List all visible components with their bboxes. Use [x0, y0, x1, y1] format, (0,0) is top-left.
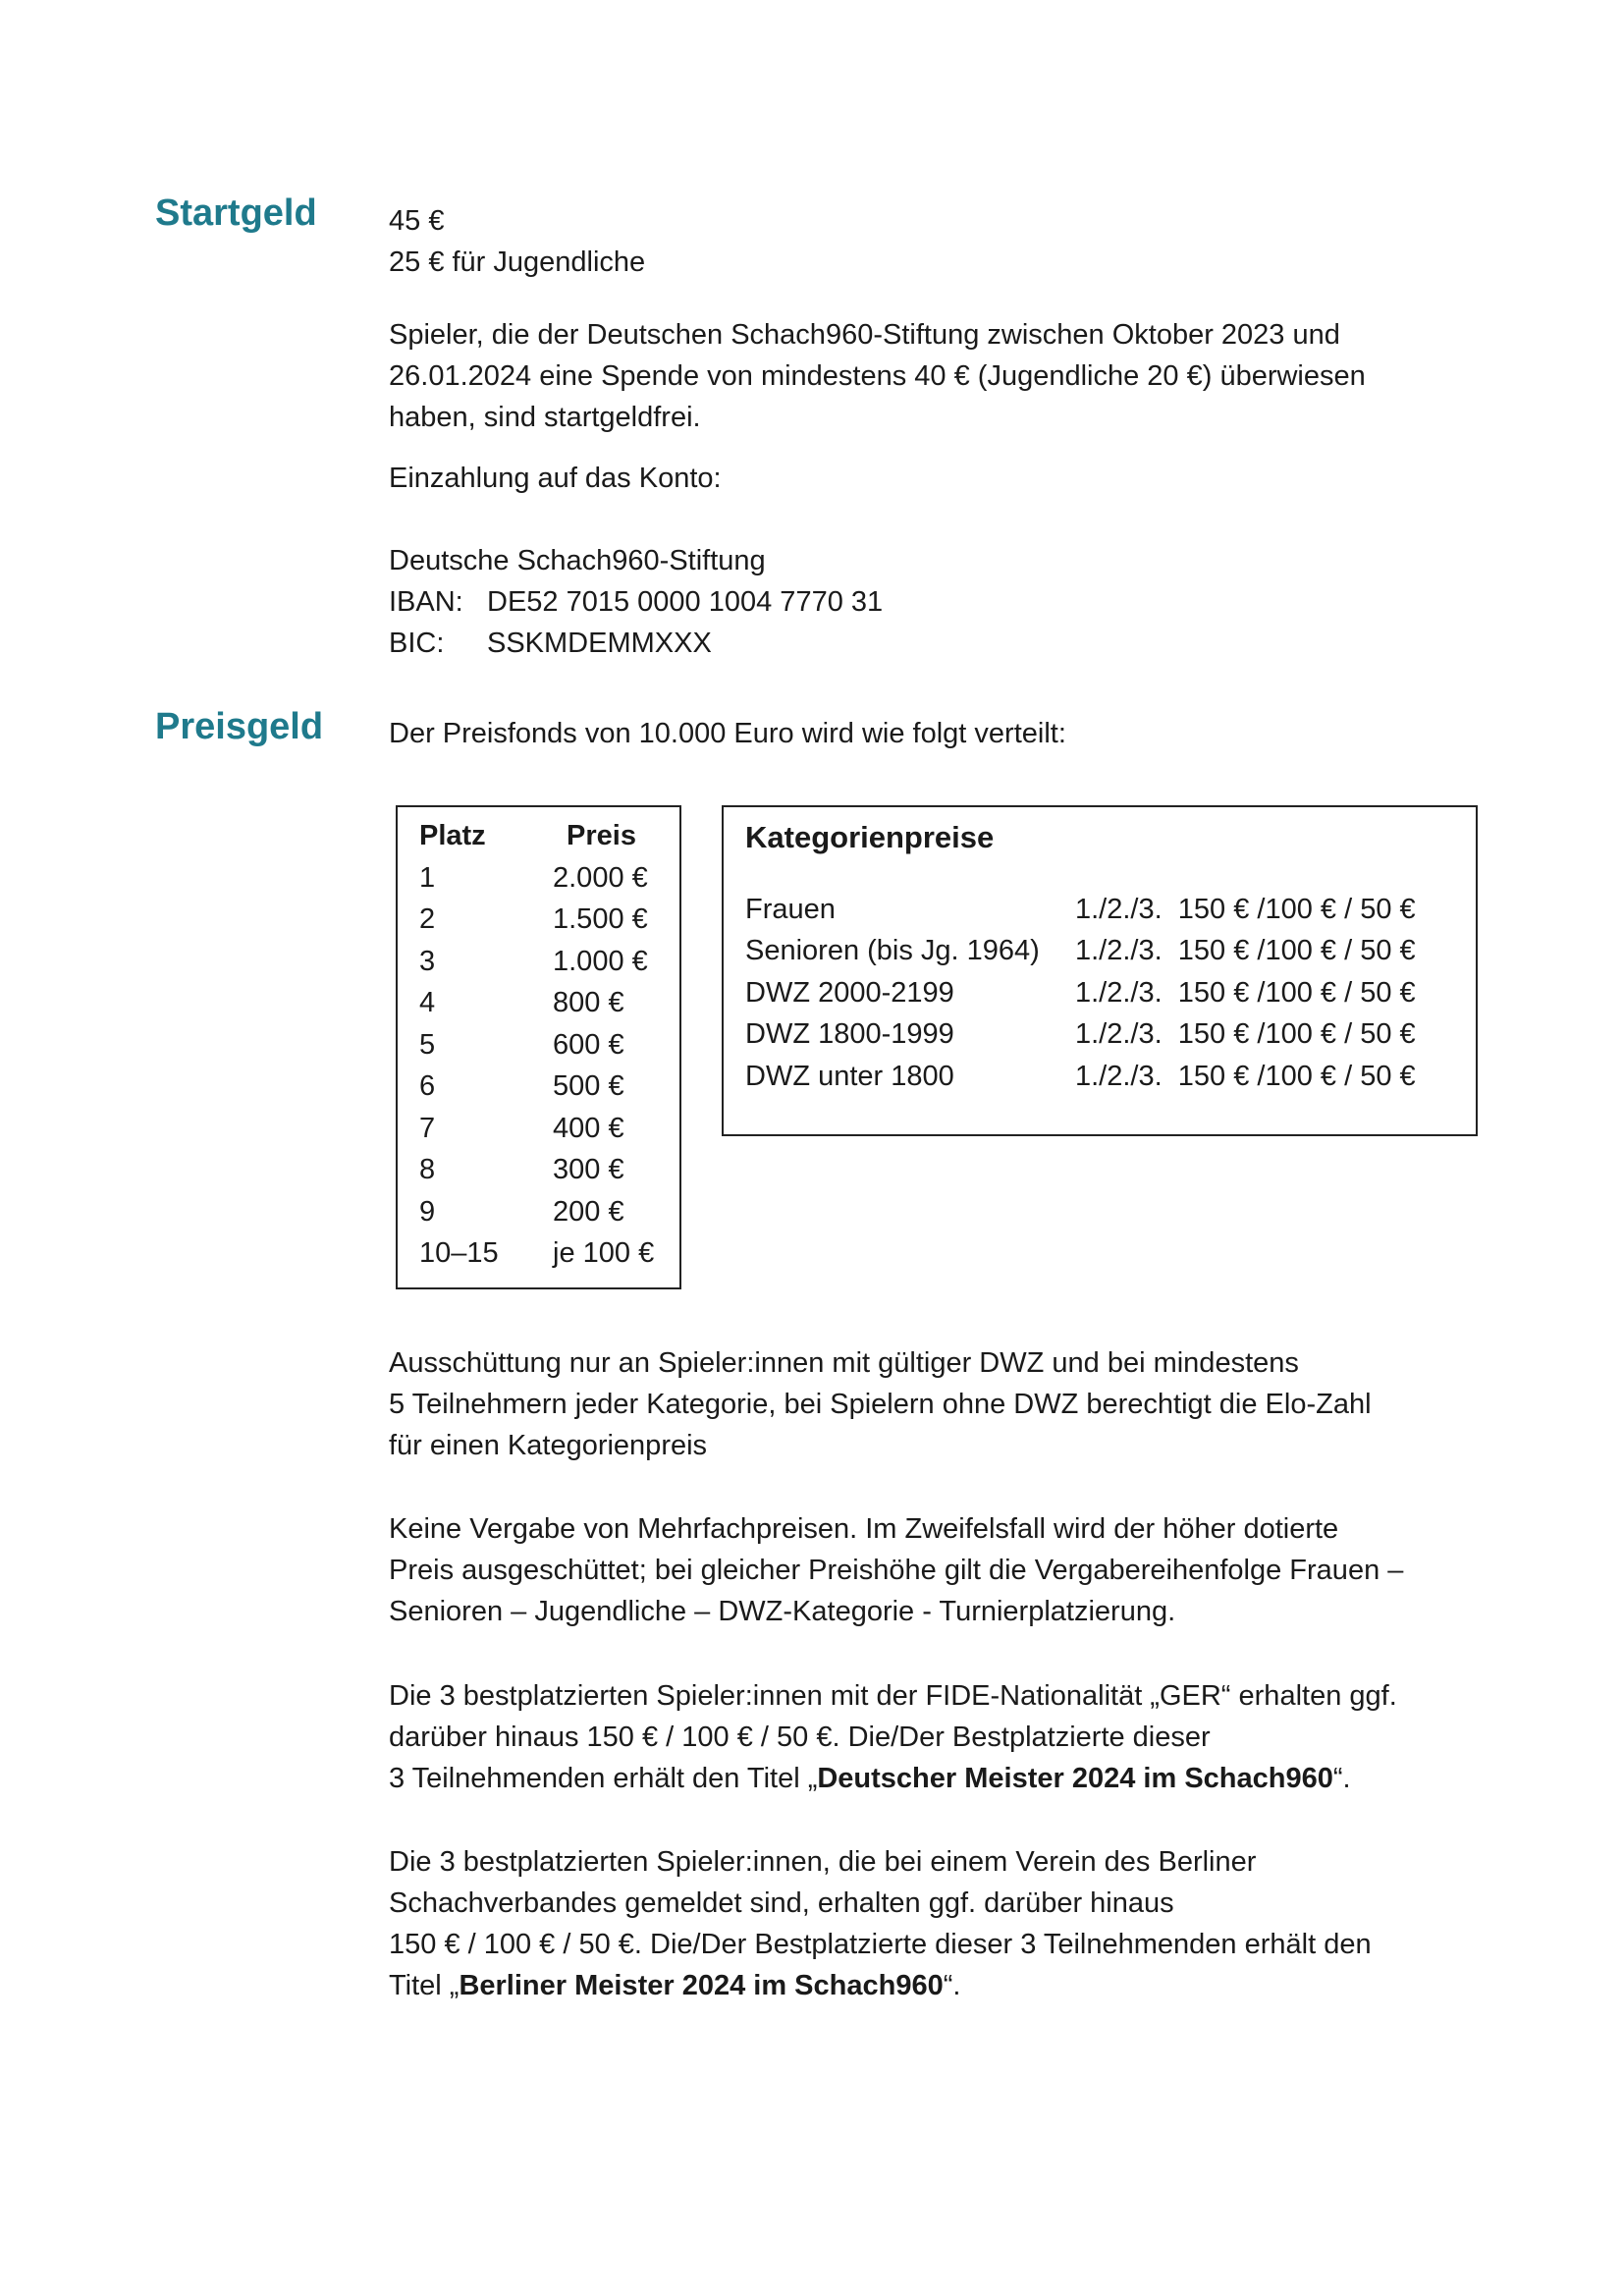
- category-name: Frauen: [745, 893, 836, 925]
- prize-row: [419, 941, 679, 983]
- prize-row: [419, 982, 679, 1024]
- paragraph-line: Senioren – Jugendliche – DWZ-Kategorie - Turnierplatzierung.: [389, 1596, 1176, 1627]
- place: 9: [419, 1195, 436, 1228]
- payout-conditions-paragraph: [389, 1342, 1372, 1466]
- preisgeld-heading: Preisgeld: [155, 706, 324, 747]
- category-row: [745, 889, 1476, 931]
- category-row: [745, 972, 1476, 1014]
- fee-youth: 25 € für Jugendliche: [389, 246, 646, 278]
- category-name: DWZ unter 1800: [745, 1060, 954, 1092]
- paragraph-line: [389, 1758, 1397, 1799]
- prize-row: [419, 1149, 679, 1191]
- category-row: [745, 1013, 1476, 1056]
- prize: 400 €: [553, 1112, 624, 1144]
- paragraph-line: Preis ausgeschüttet; bei gleicher Preishöhe gilt die Vergabereihenfolge Frauen –: [389, 1555, 1404, 1586]
- paragraph-line: Die 3 bestplatzierten Spieler:innen mit der FIDE-Nationalität „GER“ erhalten ggf.: [389, 1680, 1397, 1712]
- category-name: Senioren (bis Jg. 1964): [745, 935, 1040, 966]
- place: 3: [419, 945, 436, 977]
- prize: 1.000 €: [553, 945, 648, 977]
- text-span: “.: [943, 1970, 961, 2001]
- paragraph-line: Ausschüttung nur an Spieler:innen mit gültiger DWZ und bei mindestens: [389, 1347, 1299, 1379]
- place: 6: [419, 1070, 436, 1102]
- paragraph-line: Keine Vergabe von Mehrfachpreisen. Im Zweifelsfall wird der höher dotierte: [389, 1513, 1339, 1545]
- paragraph-line: Schachverbandes gemeldet sind, erhalten ggf. darüber hinaus: [389, 1887, 1174, 1919]
- paragraph-line: für einen Kategorienpreis: [389, 1430, 708, 1461]
- prize: 1.500 €: [553, 903, 648, 935]
- paragraph-line: darüber hinaus 150 € / 100 € / 50 €. Die/Der Bestplatzierte dieser: [389, 1722, 1211, 1753]
- bic-label: BIC:: [389, 628, 445, 659]
- prize-fund-intro: Der Preisfonds von 10.000 Euro wird wie folgt verteilt:: [389, 718, 1066, 749]
- place: 8: [419, 1154, 436, 1185]
- iban-label: IBAN:: [389, 586, 463, 618]
- prize-header: Preis: [567, 820, 636, 851]
- donation-line: Spieler, die der Deutschen Schach960-Stiftung zwischen Oktober 2023 und: [389, 319, 1340, 351]
- prize-row: [419, 899, 679, 941]
- prize: 800 €: [553, 987, 624, 1018]
- multiple-prizes-paragraph: [389, 1508, 1403, 1632]
- category-prizes: 1./2./3. 150 € /100 € / 50 €: [1075, 935, 1416, 966]
- paragraph-line: [389, 1965, 1372, 2006]
- bic-line: [389, 623, 883, 664]
- prize-table-header: [419, 815, 679, 857]
- category-name: DWZ 1800-1999: [745, 1018, 954, 1050]
- prize-table: [396, 805, 681, 1289]
- german-champion-paragraph: [389, 1675, 1397, 1799]
- account-name: Deutsche Schach960-Stiftung: [389, 545, 766, 576]
- prize-row: [419, 857, 679, 900]
- title-berlin-champion: Berliner Meister 2024 im Schach960: [459, 1970, 944, 2001]
- place: 2: [419, 903, 436, 935]
- prize: 200 €: [553, 1195, 624, 1228]
- place: 10–15: [419, 1237, 499, 1269]
- paragraph-line: 150 € / 100 € / 50 €. Die/Der Bestplatzierte dieser 3 Teilnehmenden erhält den: [389, 1929, 1372, 1960]
- place: 4: [419, 987, 436, 1018]
- prize: 300 €: [553, 1154, 624, 1185]
- iban-line: [389, 581, 883, 623]
- text-span: 3 Teilnehmenden erhält den Titel „: [389, 1763, 818, 1794]
- prize: 2.000 €: [553, 861, 648, 894]
- place: 7: [419, 1112, 436, 1144]
- category-prizes-title: Kategorienpreise: [745, 820, 995, 854]
- prize: je 100 €: [553, 1237, 655, 1269]
- text-span: Titel „: [389, 1970, 460, 2001]
- category-prizes: 1./2./3. 150 € /100 € / 50 €: [1075, 893, 1416, 925]
- category-row: [745, 930, 1476, 972]
- paragraph-line: Die 3 bestplatzierten Spieler:innen, die bei einem Verein des Berliner: [389, 1846, 1257, 1878]
- iban-value: DE52 7015 0000 1004 7770 31: [487, 586, 884, 618]
- donation-line: haben, sind startgeldfrei.: [389, 402, 701, 433]
- fee: 45 €: [389, 205, 445, 237]
- startgeld-fees: [389, 200, 645, 283]
- category-name: DWZ 2000-2199: [745, 976, 954, 1009]
- berlin-champion-paragraph: [389, 1841, 1372, 2006]
- place: 5: [419, 1028, 436, 1061]
- donation-line: 26.01.2024 eine Spende von mindestens 40 € (Jugendliche 20 €) überwiesen: [389, 360, 1366, 392]
- prize-row: [419, 1024, 679, 1066]
- prize: 600 €: [553, 1028, 624, 1061]
- prize-row: [419, 1108, 679, 1150]
- place: 1: [419, 861, 436, 894]
- title-german-champion: Deutscher Meister 2024 im Schach960: [817, 1763, 1333, 1794]
- category-prizes: 1./2./3. 150 € /100 € / 50 €: [1075, 976, 1416, 1009]
- category-prizes: 1./2./3. 150 € /100 € / 50 €: [1075, 1018, 1416, 1050]
- prize-row: [419, 1066, 679, 1108]
- prize: 500 €: [553, 1070, 624, 1102]
- paragraph-line: 5 Teilnehmern jeder Kategorie, bei Spielern ohne DWZ berechtigt die Elo-Zahl: [389, 1389, 1372, 1420]
- category-prizes: 1./2./3. 150 € /100 € / 50 €: [1075, 1060, 1416, 1092]
- bic-value: SSKMDEMMXXX: [487, 628, 712, 659]
- prize-row: [419, 1232, 679, 1275]
- donation-paragraph: [389, 314, 1366, 438]
- prize-row: [419, 1191, 679, 1233]
- place-header: Platz: [419, 820, 486, 851]
- bank-details: [389, 540, 883, 664]
- account-intro: Einzahlung auf das Konto:: [389, 463, 722, 494]
- category-row: [745, 1056, 1476, 1098]
- startgeld-heading: Startgeld: [155, 192, 317, 234]
- text-span: “.: [1332, 1763, 1351, 1794]
- category-prizes-box: [722, 805, 1478, 1136]
